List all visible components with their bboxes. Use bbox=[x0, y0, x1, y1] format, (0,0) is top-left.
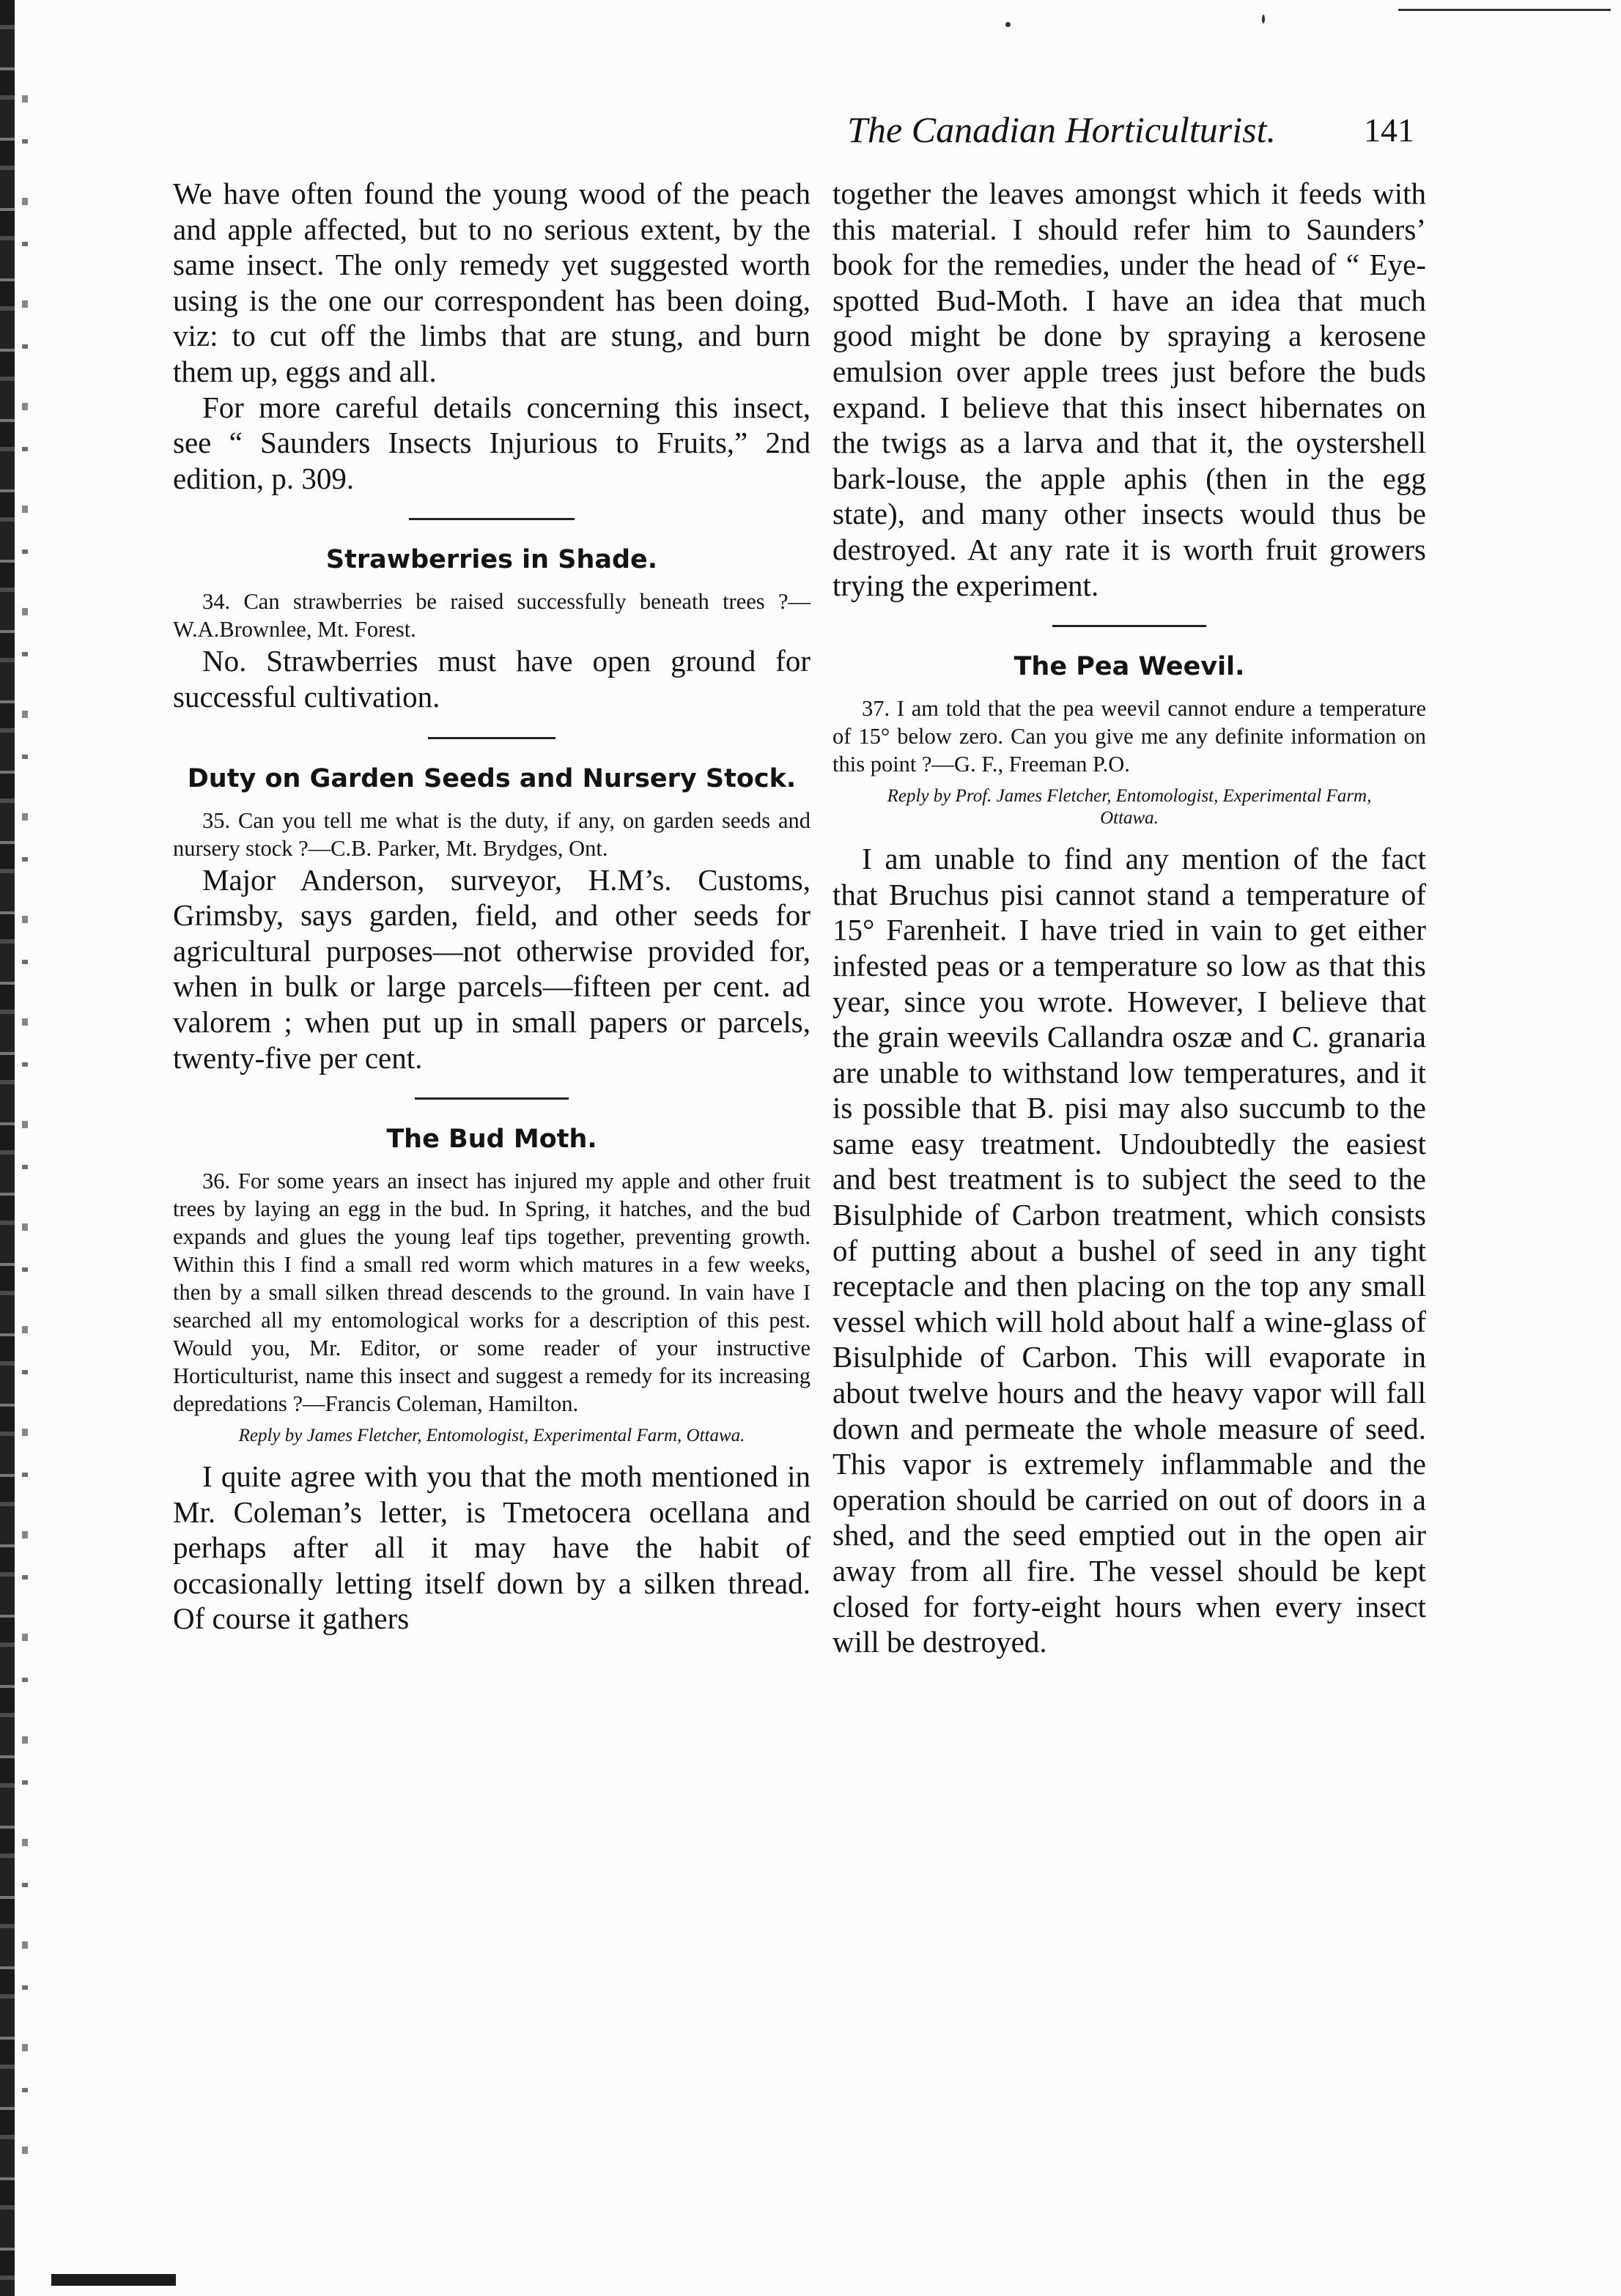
heading-duty: Duty on Garden Seeds and Nursery Stock. bbox=[187, 763, 797, 793]
running-title: The Canadian Horticulturist. bbox=[847, 109, 1276, 150]
question-34: 34. Can strawberries be raised successfully beneath trees ?—W.A.Brownlee, Mt. Forest. bbox=[173, 589, 810, 642]
heading-strawberries: Strawberries in Shade. bbox=[325, 545, 658, 575]
ink-speck bbox=[1005, 22, 1011, 27]
section-divider bbox=[428, 737, 555, 739]
answer-34: No. Strawberries must have open ground for successful cultivation. bbox=[173, 644, 810, 714]
answer-36: I quite agree with you that the moth mentioned in Mr. Coleman’s letter, is Tmetocera ocellana and perhaps after all it may have the habit of occasionally letting itself down by a silken thread. Of course it gathers bbox=[173, 1459, 810, 1636]
page-binding-edge bbox=[0, 0, 15, 2296]
heading-pea-weevil: The Pea Weevil. bbox=[1013, 652, 1245, 682]
right-column bbox=[832, 176, 1426, 1660]
corner-mark bbox=[51, 2274, 176, 2286]
page-number: 141 bbox=[1364, 111, 1414, 149]
section-divider bbox=[1052, 625, 1206, 627]
left-column bbox=[173, 176, 810, 1637]
reference-paragraph: For more careful details concerning this insect, see “ Saunders Insects Injurious to Fruits,” 2nd edition, p. 309. bbox=[173, 390, 810, 495]
continuation-paragraph: together the leaves amongst which it feeds with this material. I should refer him to Saunders’ book for the remedies, under the head of “ Eye-spotted Bud-Moth. I have an idea that much good might be done by spraying a kerosene emulsion over apple trees just before the buds expand. I believe that this insect hibernates on the twigs as a larva and that it, the oystershell bark-louse, the apple aphis (then in the egg state), and many other insects would thus be destroyed. At any rate it is worth fruit growers trying the experiment. bbox=[832, 177, 1426, 602]
ink-speck bbox=[1262, 15, 1265, 23]
top-edge-mark bbox=[1398, 9, 1611, 11]
reply-attribution: Reply by James Fletcher, Entomologist, Experimental Farm, Ottawa. bbox=[238, 1426, 745, 1446]
reply-attribution: Reply by Prof. James Fletcher, Entomologist, Experimental Farm, Ottawa. bbox=[887, 786, 1372, 829]
page-header bbox=[110, 104, 1414, 155]
section-divider bbox=[409, 518, 575, 520]
page-binding-shadow bbox=[22, 95, 28, 2161]
intro-paragraph: We have often found the young wood of the peach and apple affected, but to no serious extent, by the same insect. The only remedy yet suggested worth using is the one our correspondent has been doing, viz: to cut off the limbs that are stung, and burn them up, eggs and all. bbox=[173, 177, 810, 388]
question-37: 37. I am told that the pea weevil cannot endure a temperature of 15° below zero. Can you give me any definite information on this point ?—G. F., Freeman P.O. bbox=[832, 696, 1426, 777]
answer-35: Major Anderson, surveyor, H.M’s. Customs, Grimsby, says garden, field, and other seeds for agricultural purposes—not otherwise provided for, when in bulk or large parcels—fifteen per cent. ad valorem ; when put up in small papers or parcels, twenty-five per cent. bbox=[173, 862, 810, 1075]
question-35: 35. Can you tell me what is the duty, if any, on garden seeds and nursery stock ?—C.B. Parker, Mt. Brydges, Ont. bbox=[173, 807, 810, 861]
heading-bud-moth: The Bud Moth. bbox=[386, 1125, 597, 1155]
section-divider bbox=[415, 1097, 569, 1100]
question-36: 36. For some years an insect has injured my apple and other fruit trees by laying an egg in the bud. In Spring, it hatches, and the bud expands and glues the young leaf tips together, preventing growth. Within this I find a small red worm which matures in a few weeks, then by a small silken thread descends to the ground. In vain have I searched all my entomological works for a description of this pest. Would you, Mr. Editor, or some reader of your instructive Horticulturist, name this insect and suggest a remedy for its increasing depredations ?—Francis Coleman, Hamilton. bbox=[173, 1169, 810, 1417]
answer-37: I am unable to find any mention of the fact that Bruchus pisi cannot stand a temperature of 15° Farenheit. I have tried in vain to get either infested peas or a temperature so low as that this year, since you wrote. However, I believe that the grain weevils Callandra oszæ and C. granaria are unable to withstand low temperatures, and it is possible that B. pisi may also succumb to the same easy treatment. Undoubtedly the easiest and best treatment is to subject the seed to the Bisulphide of Carbon treatment, which consists of putting about a bushel of seed in any tight receptacle and then placing on the top any small vessel which will hold about half a wine-glass of Bisulphide of Carbon. This will evaporate in about twelve hours and the heavy vapor will fall down and permeate the whole measure of seed. This vapor is extremely inflammable and the operation should be carried on out of doors in a shed, and the seed emptied out in the open air away from all fire. The vessel should be kept closed for forty-eight hours when every insect will be destroyed. bbox=[832, 842, 1426, 1659]
